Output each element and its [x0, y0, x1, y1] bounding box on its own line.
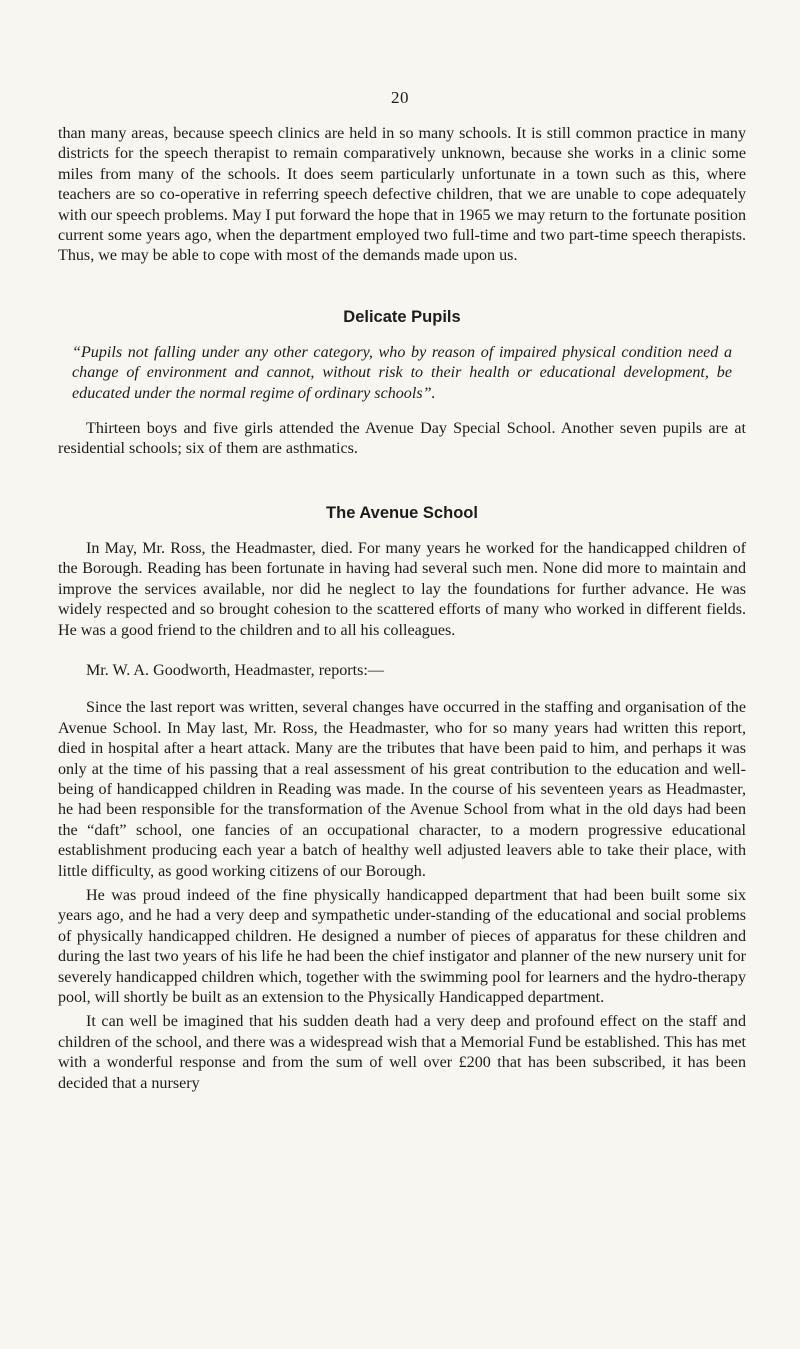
delicate-pupils-paragraph: Thirteen boys and five girls attended the Avenue Day Special School. Another seven pupils are at residential schools; six of them are asthmatics.	[58, 420, 746, 458]
avenue-school-paragraph: In May, Mr. Ross, the Headmaster, died. For many years he worked for the handicapped children of the Borough. Reading has been fortunate in having had several such men. None did more to maintain and improve the services available, nor did he neglect to lay the foundations for further advance. He was widely respected and so brought cohesion to the scattered efforts of many who worked in different fields. He was a good friend to the children and to all his colleagues.	[58, 539, 746, 639]
intro-paragraph: than many areas, because speech clinics are held in so many schools. It is still common practice in many districts for the speech therapist to remain comparatively unknown, because she works in a clinic some miles from many of the schools. It does seem particularly unfortunate in a town such as this, where teachers are so co-operative in referring speech defective children, that we are unable to cope adequately with our speech problems. May I put forward the hope that in 1965 we may return to the fortunate position current some years ago, when the department employed two full-time and two part-time speech therapists. Thus, we may be able to cope with most of the demands made upon us.	[58, 125, 746, 265]
report-paragraph-1: Since the last report was written, several changes have occurred in the staffing and organisation of the Avenue School. In May last, Mr. Ross, the Headmaster, who for so many years had written this report, died in hospital after a heart attack. Many are the tributes that have been paid to him, and perhaps it was only at the time of his passing that a real assessment of his great contribution to the education and well-being of handicapped children in Reading was made. In the course of his seventeen years as Headmaster, he had been responsible for the transformation of the Avenue School from what in the old days had been the “daft” school, one fancies of an occupational character, to a modern progressive educational establishment producing each year a batch of healthy well adjusted leavers able to take their place, with little difficulty, as good working citizens of our Borough.	[58, 699, 746, 880]
report-paragraph-3: It can well be imagined that his sudden death had a very deep and profound effect on the staff and children of the school, and there was a widespread wish that a Memorial Fund be established. This has met with a wonderful response and from the sum of well over £200 that has been subscribed, it has been decided that a nursery	[58, 1013, 746, 1092]
definition-quote: “Pupils not falling under any other category, who by reason of impaired physical condition need a change of environment and cannot, without risk to their health or educational development, be educated under the normal regime of ordinary schools”.	[72, 343, 732, 402]
section-heading-avenue-school: The Avenue School	[326, 503, 478, 522]
reporter-line: Mr. W. A. Goodworth, Headmaster, reports:—	[86, 661, 384, 679]
report-paragraph-2: He was proud indeed of the fine physically handicapped department that had been built some six years ago, and he had a very deep and sympathetic under-standing of the educational and social problems of physically handicapped children. He designed a number of pieces of apparatus for these children and during the last two years of his life he had been the chief instigator and planner of the new nursery unit for severely handicapped children which, together with the swimming pool for learners and the hydro-therapy pool, will shortly be built as an extension to the Physically Handicapped department.	[58, 886, 746, 1006]
section-heading-delicate-pupils: Delicate Pupils	[343, 307, 461, 326]
page-number: 20	[391, 88, 409, 107]
page-body	[58, 124, 746, 1094]
